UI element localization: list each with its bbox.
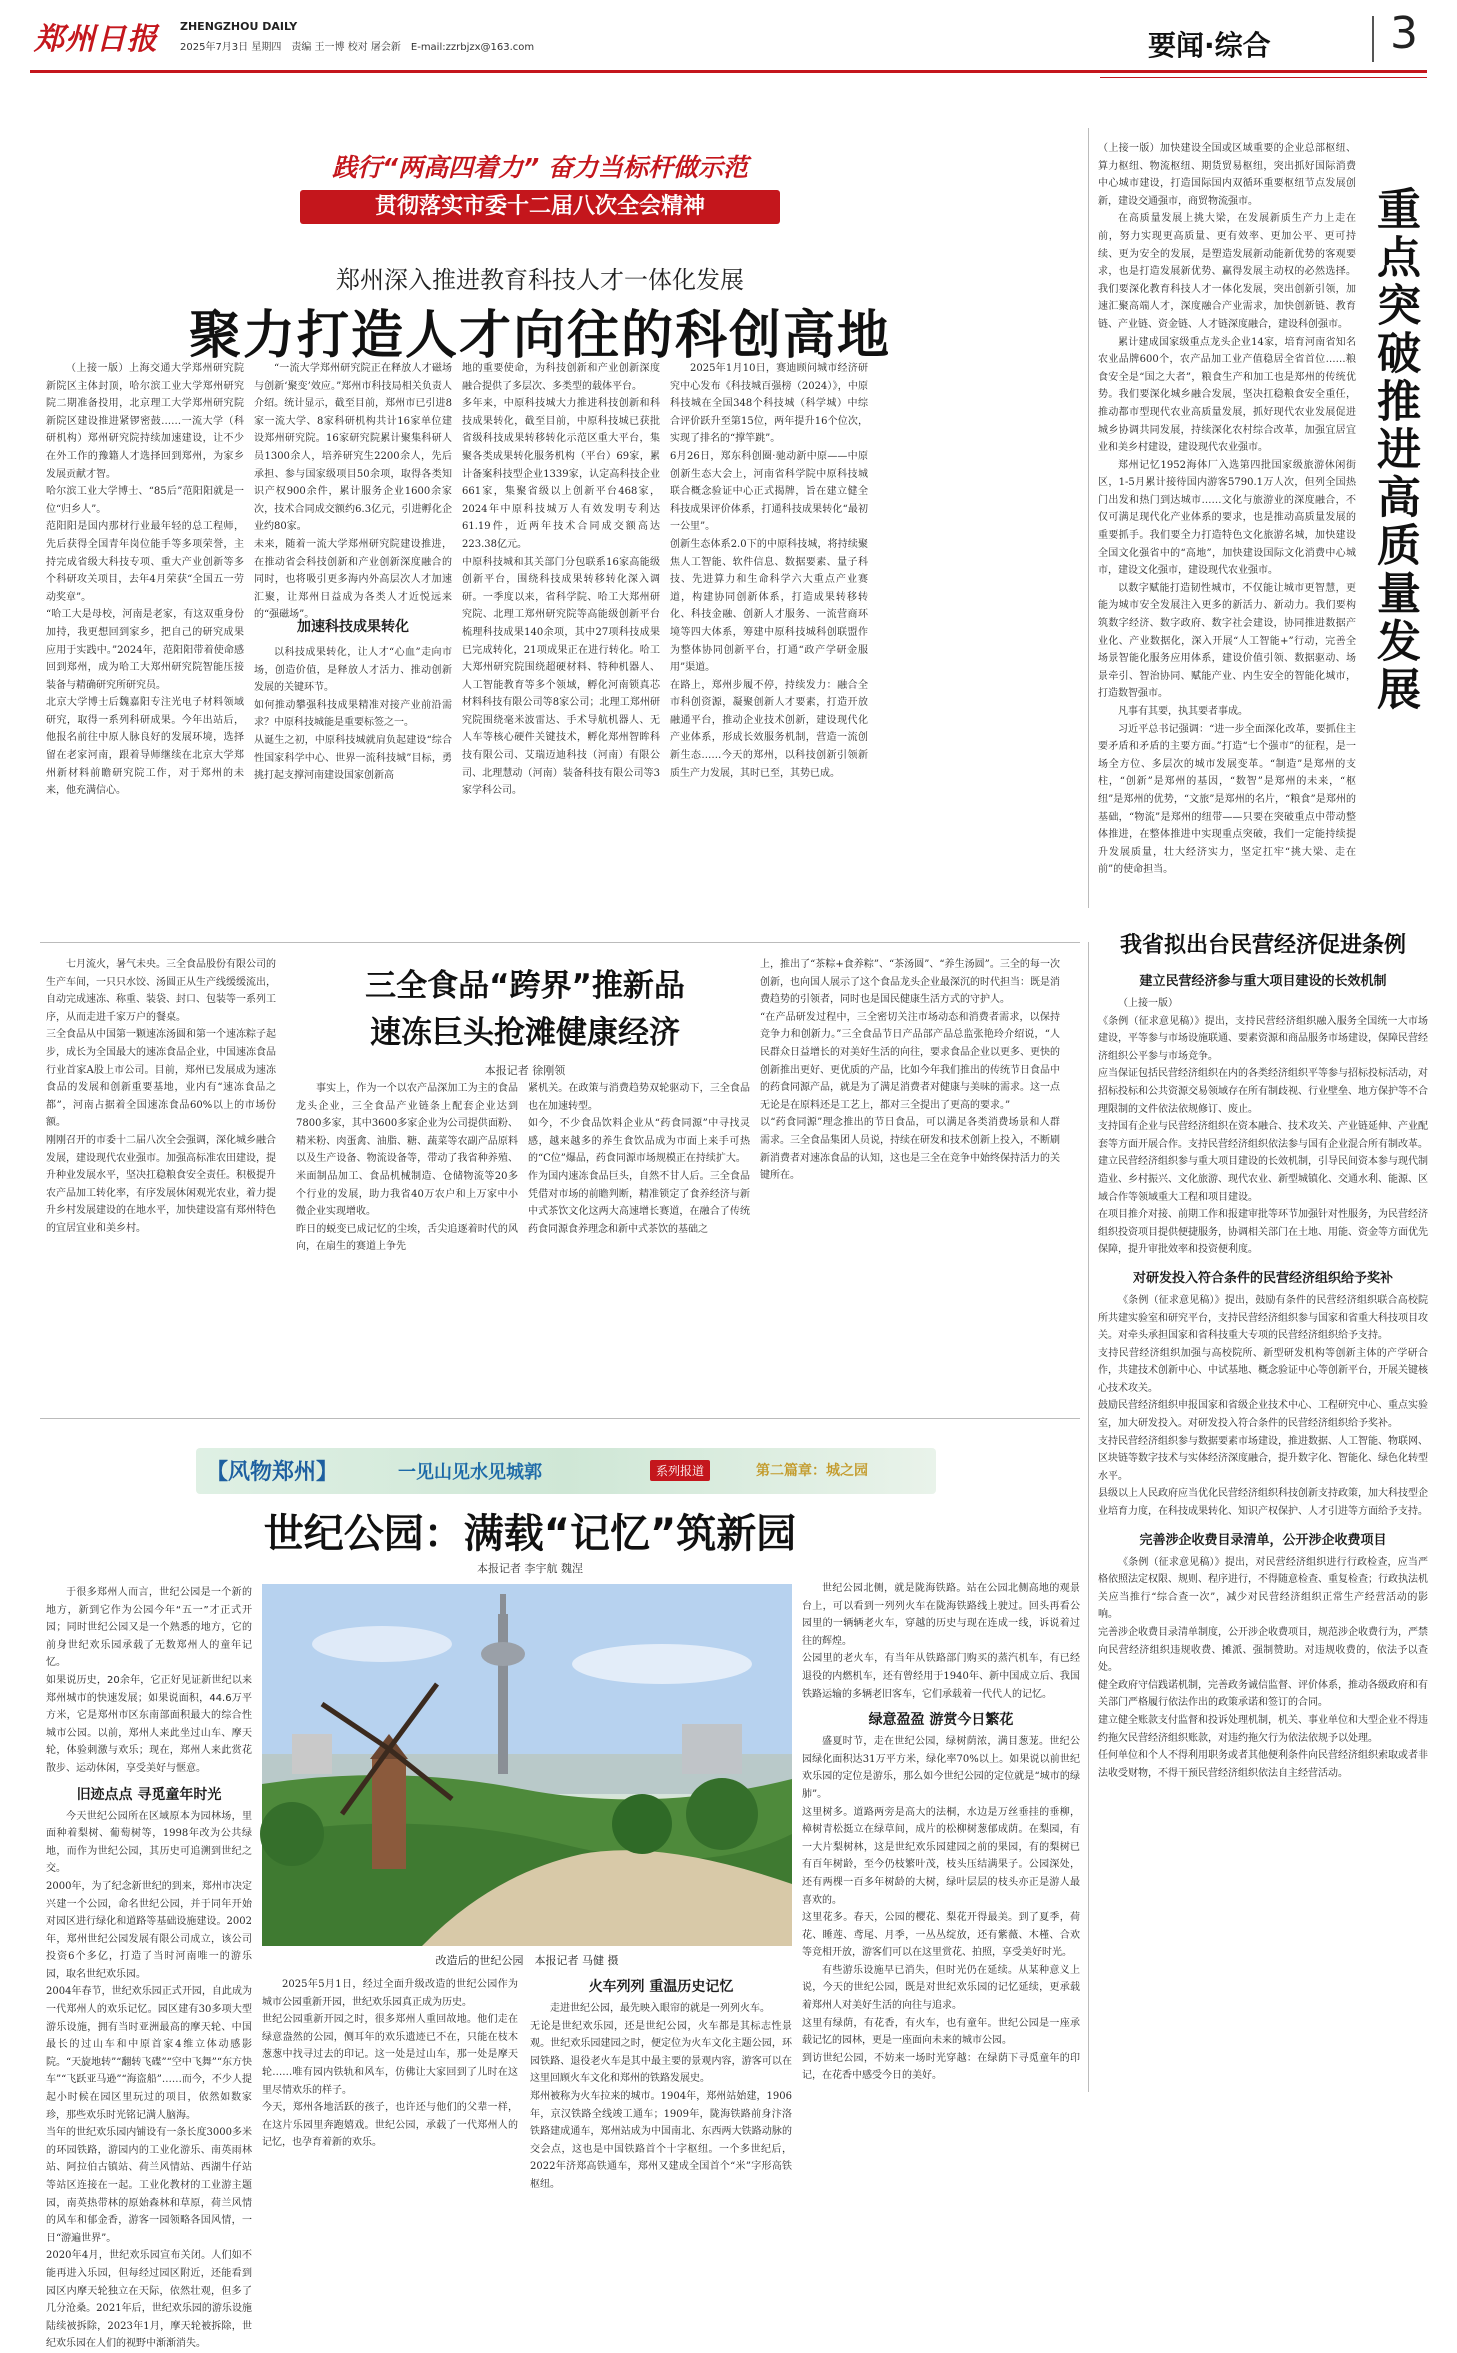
right-para-2: 在高质量发展上挑大梁，在发展新质生产力上走在前，努力实现更高质量、更有效率、更加公平、更可持续、更为安全的发展，是塑造发展新动能新优势的客观要求，也是打造发展新优势、赢得发展主动权的必然选择。我们要深化教育科技人才一体化发展，突出创新引领，加速汇聚高端人才，深度融合产业需求，加快创新链、教育链、产业链、资金链、人才链深度融合，建设科创强市。 (1098, 213, 1356, 330)
food-col-2 (296, 1080, 518, 1410)
right-para-4: 郑州记忆1952海体厂入选第四批国家级旅游休闲街区，1-5月累计接待国内游客5790.1万人次，但列全国热门出发和热门到达城市……文化与旅游业的深度融合，不仅可满足现代化产业体系的要求，也是推动高质量发展的重要抓手。我们要全力打造特色文化旅游名城，加快建设全国文化强省中的“高地”，加快建设国际文化消费中心城市，建设文化强市，建设现代农业强市。 (1098, 459, 1356, 577)
lead-col-4 (670, 360, 868, 935)
park-sub-3: 绿意盈盈 游赏今日繁花 (868, 1712, 1014, 1729)
park-right-text-1: 世纪公园北侧，就是陇海铁路。站在公园北侧高地的观景台上，可以看到一列列火车在陇海铁路线上驶过。回头再看公园里的一辆辆老火车，穿越的历史与现在连成一线，诉说着过往的辉煌。 公园里的老火车，有当年从铁路部门购买的蒸汽机车，有已经退役的内燃机车，还有曾经用于1940年、新中国成立后、我国铁路运输的多辆老旧客车，它们承载着一代代人的记忆。 (802, 1583, 1080, 1700)
lead-col-2b (254, 644, 452, 934)
section-title: 要闻·综合 (1148, 29, 1271, 62)
policy-sub-1: 建立民营经济参与重大项目建设的长效机制 (1139, 974, 1387, 989)
park-sub-2-text: 走进世纪公园，最先映入眼帘的就是一列列火车。 无论是世纪欢乐园，还是世纪公园，火车都是其标志性景观。世纪欢乐园建园之时，便定位为火车文化主题公园，环园铁路、退役老火车是其中最主要的景观内容，游客可以在这里回顾火车文化和郑州的铁路发展史。 郑州被称为火车拉来的城市。1904年，郑州站始建，1906年，京汉铁路全线竣工通车；1909年，陇海铁路前身汴洛铁路建成通车，郑州站成为中国南北、东西两大铁路动脉的交会点，这也是中国铁路首个十字枢纽。一个多世纪后，2022年济郑高铁通车，郑州又建成全国首个“米”字形高铁枢纽。 (530, 2003, 792, 2190)
lead-bottom-rule (40, 942, 1080, 943)
right-article-title: 重点突破推进高质量发展 (1369, 186, 1420, 714)
park-col-2 (262, 1976, 518, 2149)
policy-headline: 我省拟出台民营经济促进条例 (1119, 933, 1406, 958)
park-right-text-3: 有些游乐设施早已消失，但时光仍在延续。从某种意义上说，今天的世纪公园，既是对世纪欢乐园的记忆延续，更承载着郑州人对美好生活的向往与追求。 这里有绿荫，有花香，有火车，也有童年。世纪公园是一座承载记忆的园林，更是一座面向未来的城市公园。 到访世纪公园，不妨来一场时光穿越：在绿荫下寻觅童年的印记，在花香中感受今日的美好。 (802, 1964, 1080, 2082)
masthead-rule (30, 70, 1427, 73)
right-para-7: 习近平总书记强调：“进一步全面深化改革，要抓住主要矛盾和矛盾的主要方面。”打造“七个强市”的征程，是一场全方位、多层次的城市发展变革。“制造”是郑州的支柱，“创新”是郑州的基因，“数智”是郑州的未来，“枢纽”是郑州的优势，“文旅”是郑州的名片，“粮食”是郑州的基础，“物流”是郑州的纽带——只要在突破重点中带动整体推进，在整体推进中实现重点突破，我们一定能持续提升发展质量，壮大经济实力，坚定扛牢“挑大梁、走在前”的使命担当。 (1098, 723, 1356, 876)
right-para-1: （上接一版）加快建设全国或区域重要的企业总部枢纽、算力枢纽、物流枢纽、期货贸易枢纽，突出抓好国际消费中心城市建设，打造国际国内双循环重要枢纽节点发展创新，建设交通强市，商贸物流强市。 (1098, 143, 1356, 207)
park-byline: 本报记者 李宇航 魏涅 (477, 1562, 583, 1575)
policy-text-3: 《条例（征求意见稿）》提出，对民营经济组织进行行政检查，应当严格依照法定权限、规则、程序进行，不得随意检查、重复检查；行政执法机关应当推行“综合查一次”，减少对民营经济组织正常生产经营活动的影响。 完善涉企收费目录清单制度，公开涉企收费项目，规范涉企收费行为，严禁向民营经济组织违规收费、摊派、强制赞助。对违规收费的，依法予以查处。 健全政府守信践诺机制，完善政务诚信监督、评价体系，推动各级政府和有关部门严格履行依法作出的政策承诺和签订的合同。 建立健全账款支付监督和投诉处理机制，机关、事业单位和大型企业不得违约拖欠民营经济组织账款，对违约拖欠行为依法依规予以处理。 任何单位和个人不得利用职务或者其他便利条件向民营经济组织索取或者非法收受财物，不得干预民营经济组织依法自主经营活动。 (1098, 1556, 1428, 1779)
food-col-2-text: 事实上，作为一个以农产品深加工为主的食品龙头企业，三全食品产业链条上配套企业达到7800多家，其中3600多家企业为公司提供面粉、精米粉、肉蛋禽、油脂、糖、蔬菜等农副产品原料以及生产设备、物流设备等，带动了我省种养殖、米面制品加工、食品机械制造、仓储物流等20多个行业的发展，助力我省40万农户和上万家中小微企业实现增收。 昨日的蜕变已成记忆的尘埃，舌尖追逐着时代的风向，在扇生的赛道上争先 (296, 1083, 518, 1253)
food-byline: 本报记者 徐刚领 (484, 1064, 566, 1077)
lead-headline: 聚力打造人才向往的科创高地 (188, 306, 891, 366)
right-para-5: 以数字赋能打造韧性城市，不仅能让城市更智慧，更能为城市安全发展注入更多的新活力、新动力。我们要构筑数字经济、数字政府、数字社会建设，协同推进数据产业化、产业数据化，深入开展“人工智能+”行动，完善全场景智能化服务应用体系，建设价值引领、数据驱动、场景牵引、智治协同、赋能产业、内生安全的智能化城市，打造数智强市。 (1098, 582, 1356, 700)
food-headline (290, 960, 760, 1078)
masthead-rule-thin (1100, 77, 1427, 78)
lead-col-1-text: （上接一版）上海交通大学郑州研究院新院区主体封顶，哈尔滨工业大学郑州研究院二期准备投用，北京理工大学郑州研究院新院区建设推进紧锣密鼓……一流大学（科研机构）郑州研究院持续加速建设，让不少在外工作的豫籍人才选择回到郑州，为家乡发展贡献才智。 哈尔滨工业大学博士、“85后”范阳阳就是一位“归乡人”。 范阳阳是国内那材行业最年轻的总工程师，先后获得全国青年岗位能手等多项荣誉，主持完成省级大科技专项、重大产业创新等多个科研攻关项目，去年4月荣获“全国五一劳动奖章”。 “哈工大是母校，河南是老家，有这双重身份加持，我更想回到家乡，把自己的研究成果应用于实践中。”2024年，范阳阳带着使命感回到郑州，成为哈工大郑州研究院智能压接装备与精确研究所研究员。 北京大学博士后魏嘉阳专注光电子材料领域研究，取得一系列科研成果。今年出站后，他报名前往中原人脉良好的发展环境，选择留在老家河南，跟着导师继续在北京大学郑州新材料前瞻研究院工作，对于郑州的未来，他充满信心。 (46, 363, 244, 797)
park-right-text-2: 盛夏时节，走在世纪公园，绿树荫浓，满目葱茏。世纪公园绿化面积达31万平方米，绿化率70%以上。如果说以前世纪欢乐园的定位是游乐，那么如今世纪公园的定位就是“城市的绿肺”。 这里树多。道路两旁是高大的法桐，水边是万丝垂挂的垂柳，樟树青松挺立在绿草间，成片的松柳树葱郁成荫。在梨园，有一大片梨树林，这是世纪欢乐园建园之前的果园，有的梨树已有百年树龄，至今仍枝繁叶茂，枝头压结满果子。公园深处，还有两棵一百多年树龄的大树，绿叶层层的枝头亦正是游人最喜欢的。 这里花多。春天，公园的樱花、梨花开得最美。到了夏季，荷花、睡莲、鸢尾、月季，一丛丛绽放，还有紫薇、木槿、合欢等竞相开放，游客们可以在这里赏花、拍照，享受美好时光。 (802, 1736, 1080, 1959)
park-sub-2: 火车列列 重温历史记忆 (588, 1979, 734, 1995)
lead-col-2b-text: 以科技成果转化，让人才“心血”走向市场，创造价值，是释放人才活力、推动创新发展的关键环节。 如何推动攀强科技成果精准对接产业前沿需求？中原科技城能是重要标签之一。 从诞生之初，中原科技城就肩负起建设“综合性国家科学中心、世界一流科技城”目标，勇挑打起支撑河南建设国家创新高 (254, 647, 452, 782)
policy-sub-2: 对研发投入符合条件的民营经济组织给予奖补 (1132, 1270, 1393, 1286)
banner-line-2-box (300, 190, 780, 224)
lead-col-2 (254, 360, 452, 621)
food-title-2: 速冻巨头抢滩健康经济 (370, 1015, 680, 1051)
food-bottom-rule (40, 1418, 1080, 1419)
policy-sub-3: 完善涉企收费目录清单，公开涉企收费项目 (1139, 1532, 1387, 1548)
masthead-date-line: 2025年7月3日 星期四 责编 王一博 校对 屠会新 E-mail:zzrbjzx@163.com (180, 42, 535, 53)
park-intro: 于很多郑州人而言，世纪公园是一个新的地方，新到它作为公园今年“五一”才正式开园；同时世纪公园又是一个熟悉的地方，它的前身世纪欢乐园承载了无数郑州人的童年记忆。 如果说历史，20余年，它正好见证新世纪以来郑州城市的快速发展；如果说面积，44.6万平方米，它是郑州市区东南部面积最大的综合性城市公园。以前，郑州人来此坐过山车、摩天轮，体验刺激与欢乐；现在，郑州人来此赏花散步、运动休闲，享受美好与惬意。 (46, 1587, 252, 1774)
lead-subhead: 加速科技成果转化 (297, 619, 409, 635)
food-col-4 (760, 956, 1060, 1410)
lead-col-3-text: 地的重要使命，为科技创新和产业创新深度融合提供了多层次、多类型的载体平台。 多年来，中原科技城大力推进科技创新和科技成果转化，截至目前，中原科技城已获批省级科技成果转移转化示范区重大平台，集聚各类成果转化服务机构（平台）69家，累计备案科技型企业1339家，认定高科技企业661家，集聚省级以上创新平台468家，2024年中原科技城万人有效发明专利达61.19件，近两年技术合同成交额高达223.38亿元。 中原科技城和其关部门分包联系16家高能级创新平台，围绕科技成果转移转化深入调研。一季度以来，省科学院、哈工大郑州研究院、北理工郑州研究院等高能级创新平台梳理科技成果140余项，其中27项科技成果已完成转化，21项成果正在进行转化。哈工大郑州研究院围绕超硬材料、特种机器人、人工智能教育等多个领域，孵化河南锁真芯材料科技有限公司等8家公司；北理工郑州研究院围绕毫米波雷达、手术导航机器人、无人车等核心硬件关键技术，孵化郑州智眸科技有限公司、艾瑞迈迪科技（河南）有限公司、北理慧动（河南）装备科技有限公司等3家学科公司。 (462, 363, 660, 797)
food-col-3-text: 紧机关。在政策与消费趋势双轮驱动下，三全食品也在加速转型。 如今，不少食品饮料企业从“药食同源”中寻找灵感，越来越多的养生食饮品成为市面上来手可热的“C位”爆品，药食同源市场规模正在持续扩大。 作为国内速冻食品巨头，自然不甘人后。三全食品凭借对市场的前瞻判断，精准锁定了食养经济与新中式茶饮文化这两大高速增长赛道，在融合了传统药食同源食养理念和新中式茶饮的基础之 (528, 1083, 750, 1235)
section-divider (1372, 16, 1374, 62)
food-title-1: 三全食品“跨界”推新品 (365, 968, 685, 1004)
park-col-1 (46, 1584, 252, 2350)
masthead (30, 8, 1430, 66)
right-para-3: 累计建成国家级重点龙头企业14家，培育河南省知名农业品牌600个，农产品加工业产值稳居全省首位……粮食安全是“国之大者”，粮食生产和加工也是郑州的传统优势。我们要深化城乡融合发展，坚决扛稳粮食安全重任，推动都市型现代农业高质量发展，抓好现代农业发展促进城乡协调共同发展，持续深化农村综合改革，加强宜居宜业和美乡村建设，建设现代农业强市。 (1098, 336, 1356, 454)
series-badge: 系列报道 (650, 1460, 710, 1481)
lead-col-2-text: “一流大学郑州研究院正在释放人才磁场与创新‘聚变’效应。”郑州市科技局相关负责人介绍。统计显示，截至目前，郑州市已引进8家一流大学、8家科研机构共计16家单位建设郑州研究院。16家研究院累计聚集科研人员1300余人，培养研究生2200余人，先后承担、参与国家级项目50余项，取得各类知识产权900余件，累计服务企业1600余家次，技术合同成交额约6.3亿元，引进孵化企业约80家。 未来，随着一流大学郑州研究院建设推进，在推动省会科技创新和产业创新深度融合的同时，也将吸引更多海内外高层次人才加速汇聚，让郑州日益成为各类人才近悦远来的“强磁场”。 (254, 363, 452, 621)
campaign-banner (280, 148, 800, 228)
lead-kicker: 郑州深入推进教育科技人才一体化发展 (336, 266, 744, 294)
park-sub-1: 旧迹点点 寻觅童年时光 (76, 1786, 222, 1803)
right-article-headline (1364, 186, 1424, 836)
chapter-label: 第二篇章：城之园 (756, 1463, 868, 1479)
park-col-3 (530, 1976, 792, 2190)
column-banner-label: 【风物郑州】 (206, 1460, 339, 1485)
park-mid-text: 2025年5月1日，经过全面升级改造的世纪公园作为城市公园重新开园，世纪欢乐园真正成为历史。 世纪公园重新开园之时，很多郑州人重回故地。他们走在绿意盎然的公园，侧耳年的欢乐遗迹已不在，只能在枝木葱葱中找寻过去的印记。这一处是过山车，那一处是摩天轮……唯有园内铁轨和风车，仿佛让大家回到了儿时在这里尽情欢乐的样子。 今天，郑州各地活跃的孩子，也许还与他们的父辈一样，在这片乐园里奔跑嬉戏。世纪公园，承载了一代郑州人的记忆，也孕育着新的欢乐。 (262, 1979, 518, 2149)
banner-line-2: 贯彻落实市委十二届八次全会精神 (374, 194, 705, 219)
food-col-1 (46, 956, 276, 1410)
masthead-brand-en: ZHENGZHOU DAILY (180, 20, 298, 33)
park-col-4 (802, 1580, 1080, 2096)
policy-left-rule (1088, 942, 1089, 2092)
lead-right-rule (1088, 128, 1089, 908)
policy-text-2: 《条例（征求意见稿）》提出，鼓励有条件的民营经济组织联合高校院所共建实验室和研究平台，支持民营经济组织参与国家和省重大科技项目攻关。对牵头承担国家和省科技重大专项的民营经济组织给予支持。 支持民营经济组织加强与高校院所、新型研发机构等创新主体的产学研合作，共建技术创新中心、中试基地、概念验证中心等创新平台，开展关键核心技术攻关。 鼓励民营经济组织申报国家和省级企业技术中心、工程研究中心、重点实验室，加大研发投入。对研发投入符合条件的民营经济组织给予奖补。 支持民营经济组织参与数据要素市场建设，推进数据、人工智能、物联网、区块链等数字技术与实体经济深度融合，提升数字化、智能化、绿色化转型水平。 县级以上人民政府应当优化民营经济组织科技创新支持政策，加大科技型企业培育力度，在科技成果转化、知识产权保护、人才引进等方面给予支持。 (1098, 1294, 1428, 1518)
lead-col-3 (462, 360, 660, 935)
right-para-6: 凡事有其要，执其要者事成。 (1118, 706, 1248, 717)
column-banner (196, 1448, 936, 1494)
lead-col-1 (46, 360, 244, 935)
policy-body (1098, 970, 1428, 2095)
food-col-4-text: 上，推出了“茶粽+食养粽”、“茶汤圆”、“养生汤圆”。三全的每一次创新，也向国人展示了这个食品龙头企业最深沉的时代担当：既是消费趋势的引领者，同时也是国民健康生活方式的守护人。 “在产品研发过程中，三全密切关注市场动态和消费者需求，以保持竞争力和创新力。”三全食品节日产品部产品总监张艳玲介绍说，“人民群众日益增长的对美好生活的向往，要求食品企业以更多、更快的创新推出更好、更优质的产品，比如今年我们推出的传统节日食品中的药食同源产品，就是为了满足消费者对健康与美味的需求。这一点无论是在原料还是工艺上，都对三全提出了更高的要求。” 以“药食同源”理念推出的节日食品，可以满足各类消费场景和人群需求。三全食品集团人员说，持续在研发和技术创新上投入，不断刷新消费者对速冻食品的认知，这也是三全在竞争中始终保持活力的关键所在。 (760, 959, 1060, 1182)
right-article-body (1098, 140, 1356, 1040)
park-sub-1-text: 今天世纪公园所在区域原本为园林场，里面种着梨树、葡萄树等，1998年改为公共绿地，而作为世纪公园，其历史可追溯到世纪之交。 2000年，为了纪念新世纪的到来，郑州市决定兴建一个公园，命名世纪公园，并于同年开始对园区进行绿化和道路等基础设施建设。2002年，郑州世纪公园发展有限公司成立，该公司投资6个多亿，打造了当时河南唯一的游乐园，取名世纪欢乐园。 2004年春节，世纪欢乐园正式开园，自此成为一代郑州人的欢乐记忆。园区建有30多项大型游乐设施，拥有当时亚洲最高的摩天轮、中国最长的过山车和中原首家4维立体动感影院。“天旋地转”“翻转飞碟”“空中飞舞”“东方快车”“飞跃亚马逊”“海盗船”……而今，不少人提起小时候在园区里玩过的项目，依然如数家珍，那些欢乐时光铭记满人脑海。 当年的世纪欢乐园内铺设有一条长度3000多米的环园铁路，游园内的工业化游乐、南英雨林站、阿拉伯古镇站、荷兰风情站、西湖牛仔站等站区连接在一起。工业化教材的工业游主题园，南英热带林的原始森林和草原，荷兰风情的风车和郁金香，游客一园领略各国风情，一日“游遍世界”。 2020年4月，世纪欢乐园宣布关闭。人们如不能再进入乐园，但每经过园区附近，还能看到园区内摩天轮独立在天际，依然壮观，但多了几分沧桑。2021年后，世纪欢乐园的游乐设施陆续被拆除，2023年1月，摩天轮被拆除，世纪欢乐园在人们的视野中渐渐消失。 (46, 1810, 252, 2350)
lead-col-4-text: 2025年1月10日，赛迪顾问城市经济研究中心发布《科技城百强榜（2024）》，中原科技城在全国348个科技城（科学城）中综合评价跃升至第15位，两年提升16个位次，实现了排名的“撑竿跳”。 6月26日，郑东科创圈·驰动新中原——中原创新生态大会上，河南省科学院中原科技城联合概念验证中心正式揭牌，旨在建立健全科技成果评价体系，打通科技成果转化“最初一公里”。 创新生态体系2.0下的中原科技城，将持续聚焦人工智能、软件信息、数据要素、量子科技、先进算力和生命科学六大重点产业赛道，构建协同创新体系，打造成果转移转化、科技金融、创新人才服务、一流营商环境等四大体系，筹建中原科技城科创联盟作为整体协同创新平台，打通“政产学研金服用”渠道。 在路上，郑州步履不停，持续发力：融合全市科创资源，凝聚创新人才要素，打造开放融通平台，推动企业技术创新，建设现代化产业体系，形成长效服务机制，营造一流创新生态……今天的郑州，以科技创新引领新质生产力发展，其时已至，其势已成。 (670, 363, 868, 779)
policy-text-1: （上接一版） 《条例（征求意见稿）》提出，支持民营经济组织融入服务全国统一大市场建设，平等参与市场设施联通、要素资源和商品服务市场建设，保障民营经济组织公平参与市场竞争。 应当保证包括民营经济组织在内的各类经济组织平等参与招标投标活动，对招标投标和公共资源交易领域存在所有制歧视、行业壁垒、地方保护等不合理限制的文件依法依规修订、废止。 支持国有企业与民营经济组织在资本融合、技术攻关、产业链延伸、产业配套等方面开展合作。支持民营经济组织依法参与国有企业混合所有制改革。 建立民营经济组织参与重大项目建设的长效机制，引导民间资本参与现代制造业、乡村振兴、文化旅游、现代农业、新型城镇化、交通水利、能源、区域合作等领域重大工程和项目建设。 在项目推介对接、前期工作和报建审批等环节加强针对性服务，为民营经济组织投资项目提供便捷服务，协调相关部门在土地、用能、资金等方面优先保障，提升审批效率和投资便利度。 (1098, 998, 1428, 1256)
food-col-3 (528, 1080, 750, 1410)
park-photo-illustration (262, 1584, 792, 1946)
page-number: 3 (1390, 8, 1418, 59)
park-photo (262, 1584, 792, 1946)
banner-line-1: 践行“两高四着力” 奋力当标杆做示范 (332, 153, 748, 182)
column-banner-sub: 一见山见水见城郭 (398, 1462, 542, 1483)
park-headline: 世纪公园：满载“记忆”筑新园 (263, 1511, 797, 1557)
food-col-1-text: 七月流火，暑气未央。三全食品股份有限公司的生产车间，一只只水饺、汤圆正从生产线缓缓流出，自动完成速冻、称重、装袋、封口、包装等一系列工序，从而走进千家万户的餐桌。 三全食品从中国第一颗速冻汤圆和第一个速冻粽子起步，成长为全国最大的速冻食品企业，中国速冻食品行业首家A股上市公司。目前，郑州已发展成为速冻食品的发展和创新重要基地，业内有“速冻食品之都”，河南占据着全国速冻食品60%以上的市场份额。 刚刚召开的市委十二届八次全会强调，深化城乡融合发展，建设现代农业强市。加强高标准农田建设，提升种业发展水平，坚决扛稳粮食安全责任。积极提升农产品加工转化率，有序发展休闲观光农业，着力提升乡村发展建设的在地水平，加快建设富有郑州特色的宜居宜业和美乡村。 (46, 959, 276, 1234)
masthead-logo: 郑州日报 (34, 22, 158, 57)
park-photo-caption: 改造后的世纪公园 本报记者 马健 摄 (435, 1954, 619, 1967)
